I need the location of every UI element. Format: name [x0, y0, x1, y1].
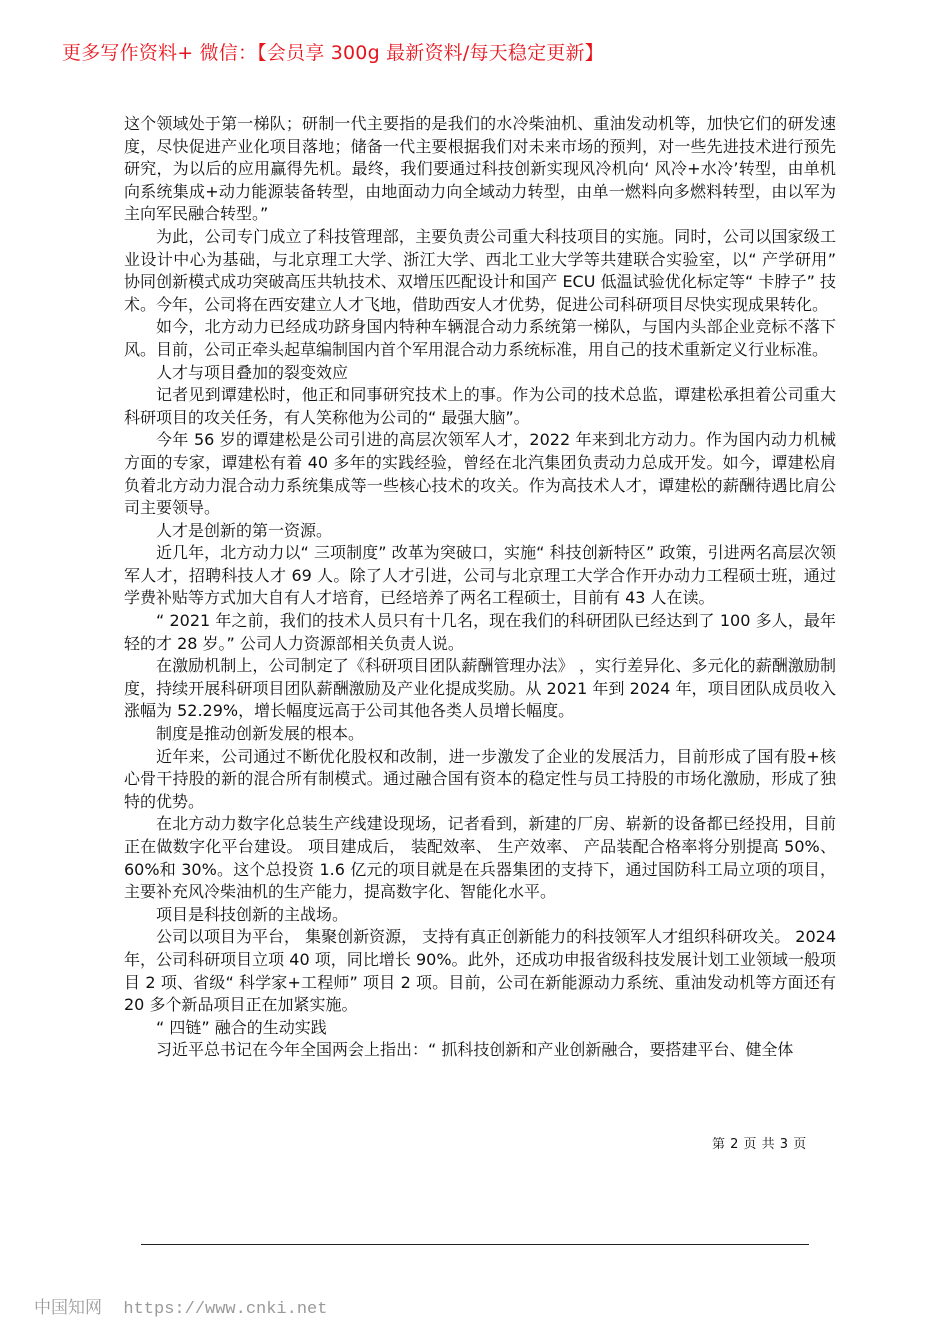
footer-divider	[141, 1244, 809, 1245]
paragraph: 今年 56 岁的谭建松是公司引进的高层次领军人才，2022 年来到北方动力。作为国内动力机械方面的专家，谭建松有着 40 多年的实践经验，曾经在北汽集团负责动力总成开发。如今，谭建松肩负着北方动力混合动力系统集成等一些核心技术的攻关。作为高技术人才，谭建松的薪酬待遇比肩公司主要领导。	[124, 430, 836, 518]
paragraph: 在激励机制上，公司制定了《科研项目团队薪酬管理办法》 ，实行差异化、多元化的薪酬激励制度，持续开展科研项目团队薪酬激励及产业化提成奖励。从 2021 年到 2024 年，项目团队成员收入涨幅为 52.29%，增长幅度远高于公司其他各类人员增长幅度。	[124, 656, 836, 721]
paragraph: 项目是科技创新的主战场。	[156, 904, 349, 924]
paragraph: 在北方动力数字化总装生产线建设现场，记者看到，新建的厂房、崭新的设备都已经投用，目前正在做数字化平台建设。 项目建成后， 装配效率、 生产效率、 产品装配合格率将分别提高 50%、60%和 30%。这个总投资 1.6 亿元的项目就是在兵器集团的支持下，通过国防科工局立项的项目，主要补充风冷柴油机的生产能力，提高数字化、智能化水平。	[124, 814, 836, 902]
paragraph: 人才是创新的第一资源。	[156, 520, 333, 540]
paragraph: 如今，北方动力已经成功跻身国内特种车辆混合动力系统第一梯队，与国内头部企业竞标不落下风。目前，公司正牵头起草编制国内首个军用混合动力系统标准，用自己的技术重新定义行业标准。	[124, 317, 836, 359]
cnki-logo: 中国知网	[34, 1298, 102, 1318]
paragraph: 习近平总书记在今年全国两会上指出：“ 抓科技创新和产业创新融合，要搭建平台、健全体	[156, 1040, 794, 1060]
paragraph: 近年来，公司通过不断优化股权和改制，进一步激发了企业的发展活力，目前形成了国有股+核心骨干持股的新的混合所有制模式。通过融合国有资本的稳定性与员工持股的市场化激励，形成了独特的优势。	[124, 746, 836, 811]
page-number: 第 2 页 共 3 页	[712, 1137, 807, 1152]
paragraph: 近几年，北方动力以“ 三项制度” 改革为突破口，实施“ 科技创新特区” 政策，引进两名高层次领军人才，招聘科技人才 69 人。除了人才引进，公司与北京理工大学合作开办动力工程硕士班，通过学费补贴等方式加大自有人才培育，已经培养了两名工程硕士，目前有 43 人在读。	[124, 543, 836, 608]
cnki-watermark	[34, 1293, 327, 1319]
paragraph: 这个领域处于第一梯队；研制一代主要指的是我们的水冷柴油机、重油发动机等，加快它们的研发速度，尽快促进产业化项目落地；储备一代主要根据我们对未来市场的预判，对一些先进技术进行预先研究，为以后的应用赢得先机。最终，我们要通过科技创新实现风冷机向‘ 风冷+水冷’转型，由单机向系统集成+动力能源装备转型，由地面动力向全域动力转型，由单一燃料向多燃料转型，由以军为主向军民融合转型。”	[124, 114, 836, 224]
section-heading: 人才与项目叠加的裂变效应	[156, 362, 349, 382]
section-heading: “ 四链” 融合的生动实践	[156, 1017, 327, 1037]
paragraph: 记者见到谭建松时，他正和同事研究技术上的事。作为公司的技术总监，谭建松承担着公司重大科研项目的攻关任务，有人笑称他为公司的“ 最强大脑”。	[124, 385, 836, 427]
paragraph: 制度是推动创新发展的根本。	[156, 724, 365, 744]
promo-banner: 更多写作资料+ 微信：【会员享 300g 最新资料/每天稳定更新】	[62, 42, 604, 64]
cnki-url[interactable]: https://www.cnki.net	[123, 1300, 328, 1319]
paragraph: 公司以项目为平台， 集聚创新资源， 支持有真正创新能力的科技领军人才组织科研攻关。 2024 年，公司科研项目立项 40 项，同比增长 90%。此外，还成功申报省级科技发展计划工业领域一般项目 2 项、省级“ 科学家+工程师” 项目 2 项。目前，公司在新能源动力系统、重油发动机等方面还有 20 多个新品项目正在加紧实施。	[124, 927, 836, 1015]
paragraph: 为此，公司专门成立了科技管理部，主要负责公司重大科技项目的实施。同时，公司以国家级工业设计中心为基础，与北京理工大学、浙江大学、西北工业大学等共建联合实验室，以“ 产学研用” 协同创新模式成功突破高压共轨技术、双增压匹配设计和国产 ECU 低温试验优化标定等“ 卡脖子” 技术。今年，公司将在西安建立人才飞地，借助西安人才优势，促进公司科研项目尽快实现成果转化。	[124, 226, 836, 314]
paragraph: “ 2021 年之前，我们的技术人员只有十几名，现在我们的科研团队已经达到了 100 多人，最年轻的才 28 岁。” 公司人力资源部相关负责人说。	[124, 611, 836, 653]
article-body	[124, 113, 836, 1062]
